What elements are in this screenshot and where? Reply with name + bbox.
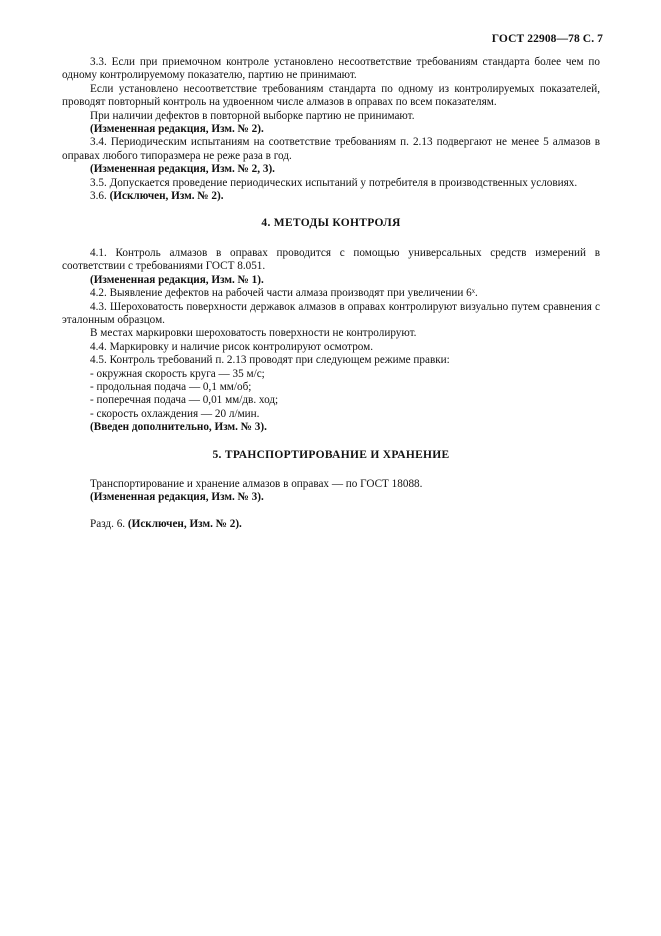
paragraph-4-3-marking: В местах маркировки шероховатость поверхности не контролируют.: [90, 327, 417, 340]
list-item: - продольная подача — 0,1 мм/об;: [90, 380, 252, 393]
paragraph-5: Транспортирование и хранение алмазов в оправах — по ГОСТ 18088.: [90, 477, 423, 490]
edition-note-5: (Измененная редакция, Изм. № 3).: [90, 491, 264, 504]
edition-note-4-5: (Введен дополнительно, Изм. № 3).: [90, 421, 267, 434]
list-item: - окружная скорость круга — 35 м/с;: [90, 367, 265, 380]
paragraph-3-3-repeat-control: Если установлено несоответствие требованиям стандарта по одному из контролируемых показателей, проводят повторный контроль на удвоенном числе алмазов в оправах по всем показателям.: [62, 82, 600, 109]
section-6-excluded: (Исключен, Изм. № 2).: [127, 517, 242, 530]
paragraph-3-6-note: (Исключен, Изм. № 2).: [109, 190, 224, 203]
edition-note-3-3: (Измененная редакция, Изм. № 2).: [90, 123, 264, 136]
list-item: - поперечная подача — 0,01 мм/дв. ход;: [90, 394, 279, 407]
paragraph-3-5: 3.5. Допускается проведение периодических испытаний у потребителя в производственных условиях.: [90, 176, 578, 189]
section-6-note: [62, 518, 600, 531]
section-6-label: Разд. 6.: [90, 517, 126, 530]
paragraph-4-1: 4.1. Контроль алмазов в оправах проводится с помощью универсальных средств измерений в соответствии с требованиями ГОСТ 8.051.: [62, 246, 600, 273]
paragraph-3-3-rejection: При наличии дефектов в повторной выборке партию не принимают.: [90, 109, 415, 122]
paragraph-4-5: 4.5. Контроль требований п. 2.13 проводят при следующем режиме правки:: [90, 354, 450, 367]
page-content: [62, 56, 600, 531]
page-header: ГОСТ 22908—78 С. 7: [491, 33, 603, 45]
edition-note-4-1: (Измененная редакция, Изм. № 1).: [90, 273, 264, 286]
section-5-heading: 5. ТРАНСПОРТИРОВАНИЕ И ХРАНЕНИЕ: [212, 448, 450, 461]
paragraph-3-3: 3.3. Если при приемочном контроле установлено несоответствие требованиям стандарта более чем по одному контролируемому показателю, партию не принимают.: [62, 56, 600, 82]
paragraph-4-2: 4.2. Выявление дефектов на рабочей части алмаза производят при увеличении 6ˣ.: [90, 287, 478, 300]
paragraph-4-4: 4.4. Маркировку и наличие рисок контролируют осмотром.: [90, 340, 374, 353]
edition-note-3-4: (Измененная редакция, Изм. № 2, 3).: [90, 163, 275, 176]
paragraph-3-6: [62, 190, 600, 203]
list-item: - скорость охлаждения — 20 л/мин.: [90, 407, 260, 420]
paragraph-3-4: 3.4. Периодическим испытаниям на соответствие требованиям п. 2.13 подвергают не менее 5 алмазов в оправах любого типоразмера не реже раза в год.: [62, 136, 600, 162]
paragraph-4-3: 4.3. Шероховатость поверхности державок алмазов в оправах контролируют визуально путем сравнения с эталонным образцом.: [62, 300, 600, 326]
section-4-heading: 4. МЕТОДЫ КОНТРОЛЯ: [261, 217, 401, 230]
paragraph-3-6-number: 3.6.: [90, 190, 107, 203]
